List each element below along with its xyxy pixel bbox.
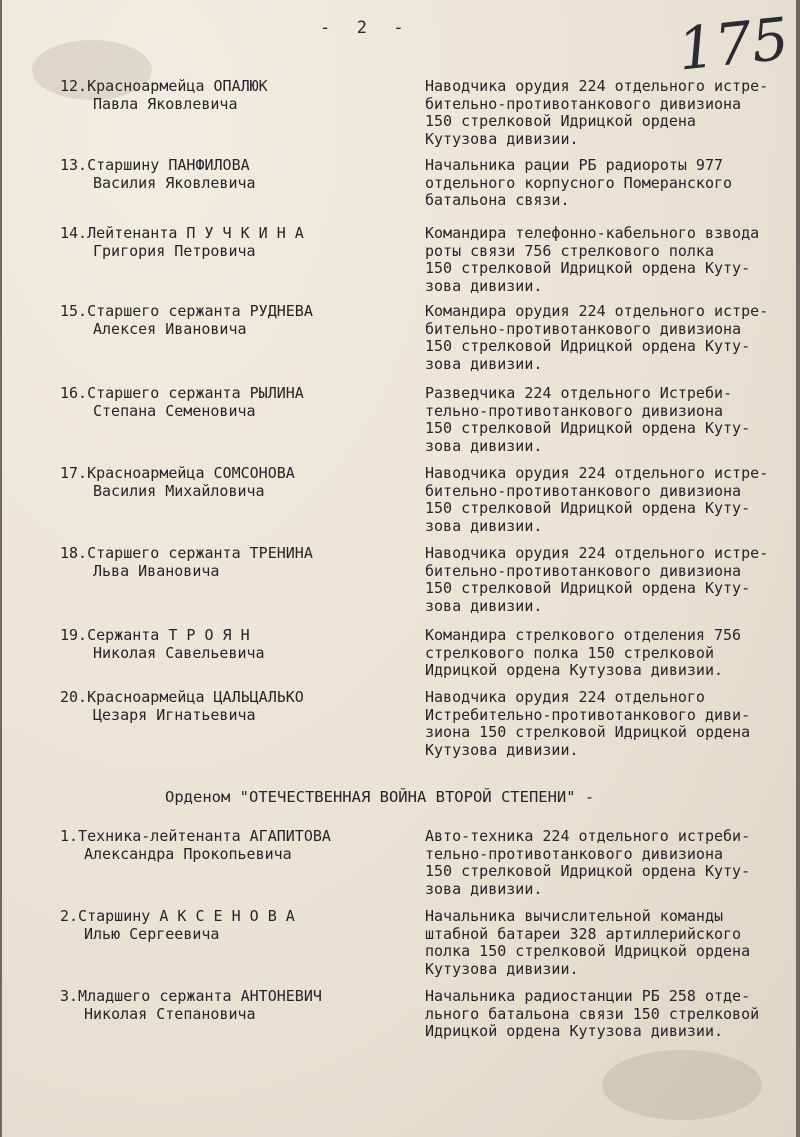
recipient-position-line: отдельного корпусного Померанского [425,173,733,192]
recipient-position-line: Начальника вычислительной команды [425,907,724,925]
recipient-position-line: зова дивизии. [425,516,543,535]
recipient-position-line: 150 стрелковой Идрицкой ордена Куту- [425,419,751,437]
recipient-name-line: 14.Лейтенанта П У Ч К И Н А [60,224,304,242]
recipient-position-line: зова дивизии. [425,436,543,455]
recipient-position [425,545,797,615]
recipient-position-line: Наводчика орудия 224 отдельного истре- [425,77,769,95]
page-number: - 2 - [320,18,406,38]
recipient-position-line: Кутузова дивизии. [425,959,579,978]
recipient-name-line: 16.Старшего сержанта РЫЛИНА [60,384,304,402]
recipient-position-line: зова дивизии. [425,879,543,898]
recipient-position-line: Кутузова дивизии. [425,129,579,148]
recipient-position-line: льного батальона связи 150 стрелковой [425,1004,760,1023]
recipient-position [425,465,797,535]
recipient-position-line: Идрицкой ордена Кутузова дивизии. [425,1022,724,1040]
recipient-position-line: 150 стрелковой Идрицкой ордена Куту- [425,337,751,355]
recipient-position-line: 150 стрелковой Идрицкой ордена Куту- [425,862,751,880]
recipient-position-line: батальона связи. [425,191,570,209]
recipient-name-line: 20.Красноармейца ЦАЛЬЦАЛЬКО [60,688,304,706]
recipient-position-line: 150 стрелковой Идрицкой ордена Куту- [425,499,751,517]
recipient-position [425,689,797,759]
recipient-position-line: Идрицкой ордена Кутузова дивизии. [425,661,724,679]
recipient-position-line: зиона 150 стрелковой Идрицкой ордена [425,723,751,741]
recipient-name [60,385,405,420]
recipient-name [60,627,405,662]
recipient-position-line: бительно-противотанкового дивизиона [425,561,742,580]
recipient-position [425,78,797,148]
recipient-position [425,157,797,210]
recipient-position [425,385,797,455]
recipient-name-line: 2.Старшину А К С Е Н О В А [60,907,295,925]
recipient-position [425,828,797,898]
recipient-name [60,78,405,113]
recipient-name-line: Павла Яковлевича [93,94,238,113]
recipient-position-line: штабной батареи 328 артиллерийского [425,924,742,943]
recipient-position-line: бительно-противотанкового дивизиона [425,94,742,113]
recipient-position-line: Истребительно-противотанкового диви- [425,705,751,724]
recipient-position [425,627,797,680]
recipient-position-line: Наводчика орудия 224 отдельного истре- [425,464,769,482]
recipient-position [425,303,797,373]
recipient-position-line: полка 150 стрелковой Идрицкой ордена [425,942,751,960]
recipient-name-line: Николая Савельевича [93,643,265,662]
recipient-name-line: Василия Яковлевича [93,173,256,192]
recipient-name-line: Льва Ивановича [93,561,220,580]
recipient-name-line: Илью Сергеевича [84,924,220,943]
recipient-name-line: Степана Семеновича [93,401,256,420]
recipient-position-line: стрелкового полка 150 стрелковой [425,643,714,662]
recipient-position-line: Начальника радиостанции РБ 258 отде- [425,987,751,1005]
recipient-position-line: Командира телефонно-кабельного взвода [425,224,760,242]
recipient-position [425,908,797,978]
recipient-position-line: зова дивизии. [425,276,543,295]
recipient-position-line: бительно-противотанкового дивизиона [425,481,742,500]
recipient-position-line: 150 стрелковой Идрицкой ордена [425,112,696,130]
recipient-name-line: 3.Младшего сержанта АНТОНЕВИЧ [60,987,322,1005]
recipient-position-line: Наводчика орудия 224 отдельного [425,688,705,706]
recipient-name [60,689,405,724]
recipient-name [60,988,405,1023]
recipient-name-line: 1.Техника-лейтенанта АГАПИТОВА [60,827,331,845]
recipient-position-line: Наводчика орудия 224 отдельного истре- [425,544,769,562]
recipient-name [60,157,405,192]
recipient-position-line: тельно-противотанкового дивизиона [425,844,724,863]
recipient-position [425,225,797,295]
recipient-name [60,465,405,500]
recipient-name-line: Александра Прокопьевича [84,844,292,863]
recipient-name [60,828,405,863]
recipient-position-line: Начальника рации РБ радиороты 977 [425,156,724,174]
document-page [2,0,796,1137]
recipient-name-line: Алексея Ивановича [93,319,247,338]
section-heading: Орденом "ОТЕЧЕСТВЕННАЯ ВОЙНА ВТОРОЙ СТЕПЕНИ" - [165,788,595,806]
recipient-name [60,908,405,943]
recipient-name-line: 19.Сержанта Т Р О Я Н [60,626,250,644]
recipient-position-line: Командира стрелкового отделения 756 [425,626,742,644]
recipient-name [60,303,405,338]
recipient-position-line: Разведчика 224 отдельного Истреби- [425,384,733,402]
recipient-name-line: 18.Старшего сержанта ТРЕНИНА [60,544,313,562]
paper-stain [602,1050,762,1120]
recipient-name-line: 13.Старшину ПАНФИЛОВА [60,156,250,174]
recipient-name-line: Цезаря Игнатьевича [93,705,256,724]
recipient-name-line: 17.Красноармейца СОМСОНОВА [60,464,295,482]
recipient-position-line: Командира орудия 224 отдельного истре- [425,302,769,320]
handwritten-archive-number: 175 [674,4,792,84]
recipient-position [425,988,797,1041]
recipient-position-line: тельно-противотанкового дивизиона [425,401,724,420]
recipient-position-line: зова дивизии. [425,354,543,373]
recipient-name-line: Николая Степановича [84,1004,256,1023]
recipient-position-line: 150 стрелковой Идрицкой ордена Куту- [425,579,751,597]
recipient-position-line: 150 стрелковой Идрицкой ордена Куту- [425,259,751,277]
recipient-name-line: Григория Петровича [93,241,256,260]
recipient-name [60,225,405,260]
recipient-position-line: зова дивизии. [425,596,543,615]
recipient-name [60,545,405,580]
recipient-position-line: бительно-противотанкового дивизиона [425,319,742,338]
recipient-position-line: роты связи 756 стрелкового полка [425,241,714,260]
recipient-name-line: 15.Старшего сержанта РУДНЕВА [60,302,313,320]
recipient-name-line: 12.Красноармейца ОПАЛЮК [60,77,268,95]
recipient-position-line: Кутузова дивизии. [425,740,579,759]
recipient-position-line: Авто-техника 224 отдельного истреби- [425,827,751,845]
recipient-name-line: Василия Михайловича [93,481,265,500]
